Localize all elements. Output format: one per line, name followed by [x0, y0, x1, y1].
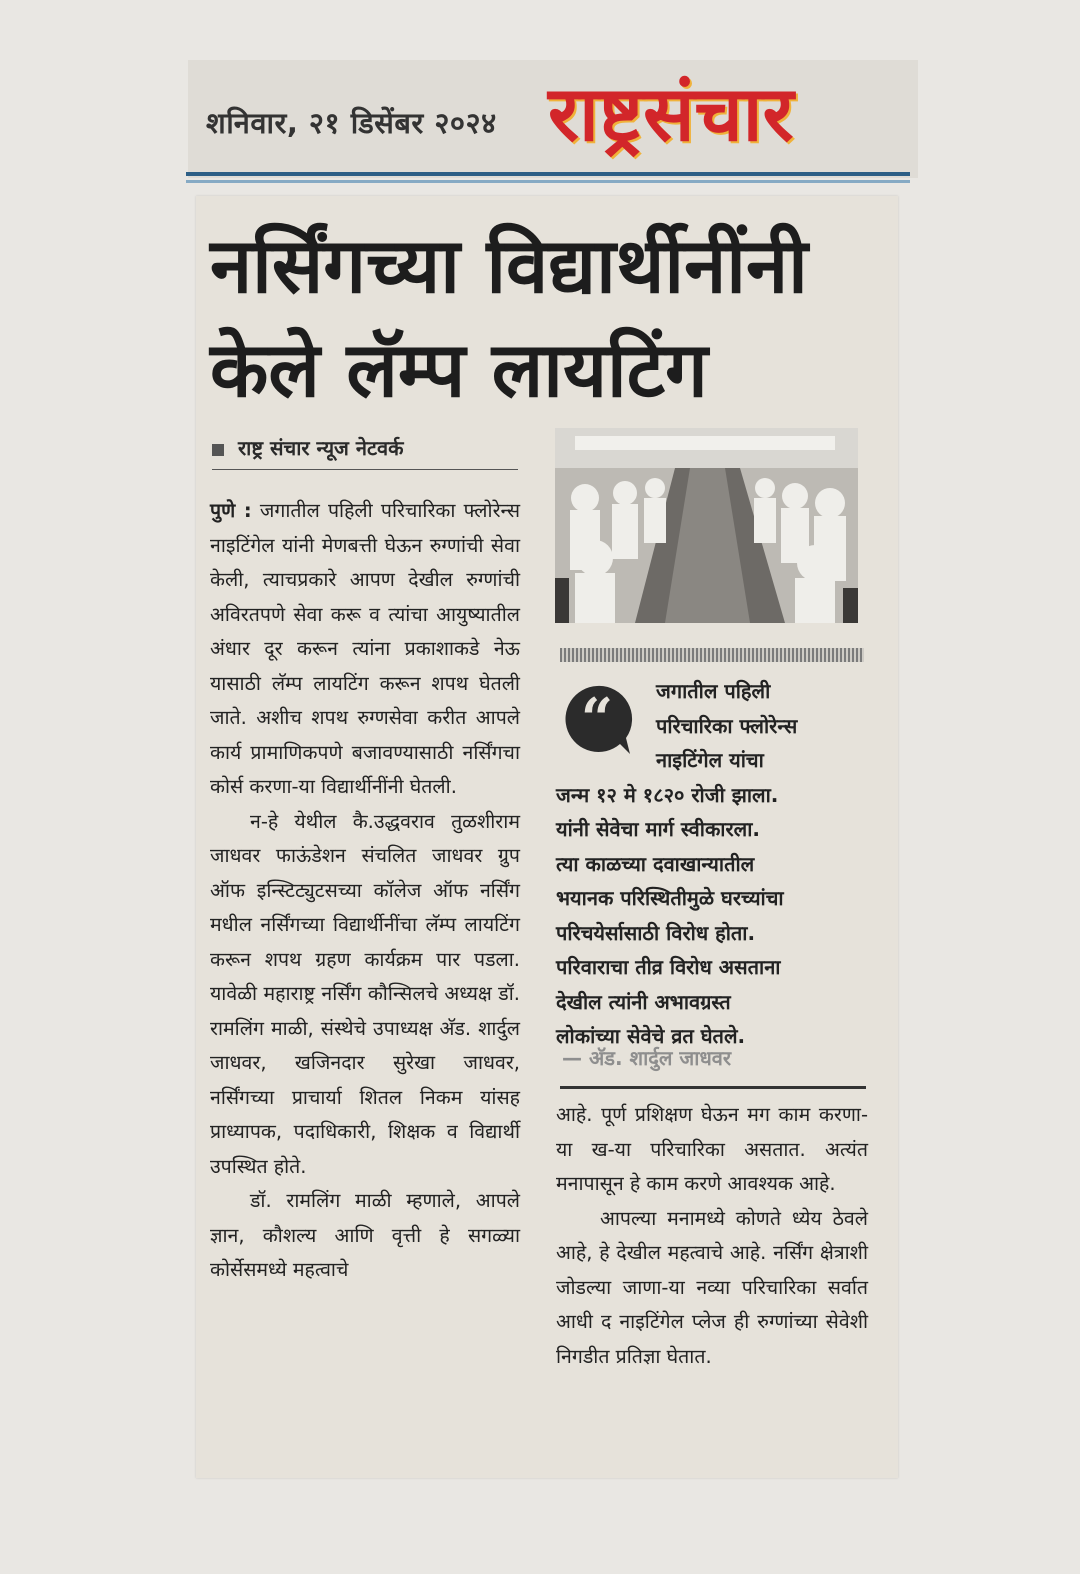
article-paragraph-2: न-हे येथील कै.उद्धवराव तुळशीराम जाधवर फाऊंडेशन संचलित जाधवर ग्रुप ऑफ इन्स्टिट्युटसच्या कॉलेज ऑफ नर्सिंग मधील नर्सिंगच्या विद्यार्थीनींचा लॅम्प लायटिंग करून शपथ ग्रहण कार्यक्रम पार पडला. यावेळी महाराष्ट्र नर्सिंग कौन्सिलचे अध्यक्ष डॉ. रामलिंग माळी, संस्थेचे उपाध्यक्ष अ‍ॅड. शार्दुल जाधवर, खजिनदार सुरेखा जाधवर, नर्सिंगच्या प्राचार्या शितल निकम यांसह प्राध्यापक, पदाधिकारी, शिक्षक व विद्यार्थी उपस्थित होते.	[210, 809, 520, 1178]
paragraph-1-text: जगातील पहिली परिचारिका फ्लोरेन्स नाइटिंगेल यांनी मेणबत्ती घेऊन रुग्णांची सेवा केली, त्याचप्रकारे आपण देखील रुग्णांची अविरतपणे सेवा करू व त्यांचा आयुष्यातील अंधार दूर करून त्यांना प्रकाशाकडे नेऊ यासाठी लॅम्प लायटिंग करून शपथ घेतली जाते. अशीच शपथ रुग्णसेवा करीत आपले कार्य प्रामाणिकपणे बजावण्यासाठी नर्सिंगचा कोर्स करणा-या विद्यार्थीनींनी घेतली.	[210, 499, 521, 798]
quote-line: देखील त्यांनी अभावग्रस्त	[556, 989, 731, 1014]
quote-line: यांनी सेवेचा मार्ग स्वीकारला.	[556, 817, 761, 841]
quote-line: लोकांच्या सेवेचे व्रत घेतले.	[556, 1024, 746, 1048]
article-column-right	[556, 1098, 868, 1374]
byline-rule	[212, 469, 518, 470]
quote-line: त्या काळच्या दवाखान्यातील	[556, 851, 755, 876]
article-paragraph-1	[210, 494, 520, 805]
quote-line: परिचारिका फ्लोरेन्स	[656, 713, 798, 738]
masthead-rule-thin	[186, 180, 910, 183]
quote-line: परिवाराचा तीव्र विरोध असताना	[556, 955, 781, 979]
bullet-icon	[212, 444, 224, 456]
quote-line: जगातील पहिली	[656, 679, 771, 703]
masthead-rule	[186, 172, 910, 176]
nursing-students-photo	[555, 428, 858, 623]
photo-divider	[560, 648, 864, 662]
byline	[212, 434, 404, 461]
dateline: पुणे :	[210, 499, 252, 522]
article-paragraph-4: आहे. पूर्ण प्रशिक्षण घेऊन मग काम करणा-या ख-या परिचारिका असतात. अत्यंत मनापासून हे काम करणे आवश्यक आहे.	[556, 1103, 868, 1195]
quote-line: नाइटिंगेल यांचा	[656, 748, 764, 772]
pull-quote	[556, 674, 868, 1054]
quote-rule	[560, 1086, 866, 1089]
quote-line: परिचयेर्सासाठी विरोध होता.	[556, 920, 756, 945]
quote-line: भयानक परिस्थितीमुळे घरच्यांचा	[556, 886, 784, 910]
quote-author: — अ‍ॅड. शार्दुल जाधवर	[562, 1046, 732, 1070]
event-photo	[555, 428, 858, 623]
headline-line-2: केले लॅम्प लायटिंग	[210, 325, 708, 414]
article-paragraph-5: आपल्या मनामध्ये कोणते ध्येय ठेवले आहे, हे देखील महत्वाचे आहे. नर्सिंग क्षेत्राशी जोडल्या जाणा-या नव्या परिचारिका सर्वात आधी द नाइटिंगेल प्लेज ही रुग्णांच्या सेवेशी निगडीत प्रतिज्ञा घेतात.	[556, 1206, 868, 1368]
byline-text: राष्ट्र संचार न्यूज नेटवर्क	[238, 436, 404, 460]
newspaper-logo: राष्ट्रसंचार	[548, 69, 794, 158]
issue-date: शनिवार, २१ डिसेंबर २०२४	[206, 106, 497, 140]
article-paragraph-3: डॉ. रामलिंग माळी म्हणाले, आपले ज्ञान, कौशल्य आणि वृत्ती हे सगळ्या कोर्सेसमध्ये महत्वाचे	[210, 1189, 520, 1281]
svg-text:“: “	[580, 686, 614, 752]
quote-line: जन्म १२ मे १८२० रोजी झाला.	[556, 782, 779, 807]
headline	[210, 214, 890, 422]
article-column-left	[210, 494, 520, 1288]
headline-line-1: नर्सिंगच्या विद्यार्थीनींनी	[210, 221, 808, 310]
